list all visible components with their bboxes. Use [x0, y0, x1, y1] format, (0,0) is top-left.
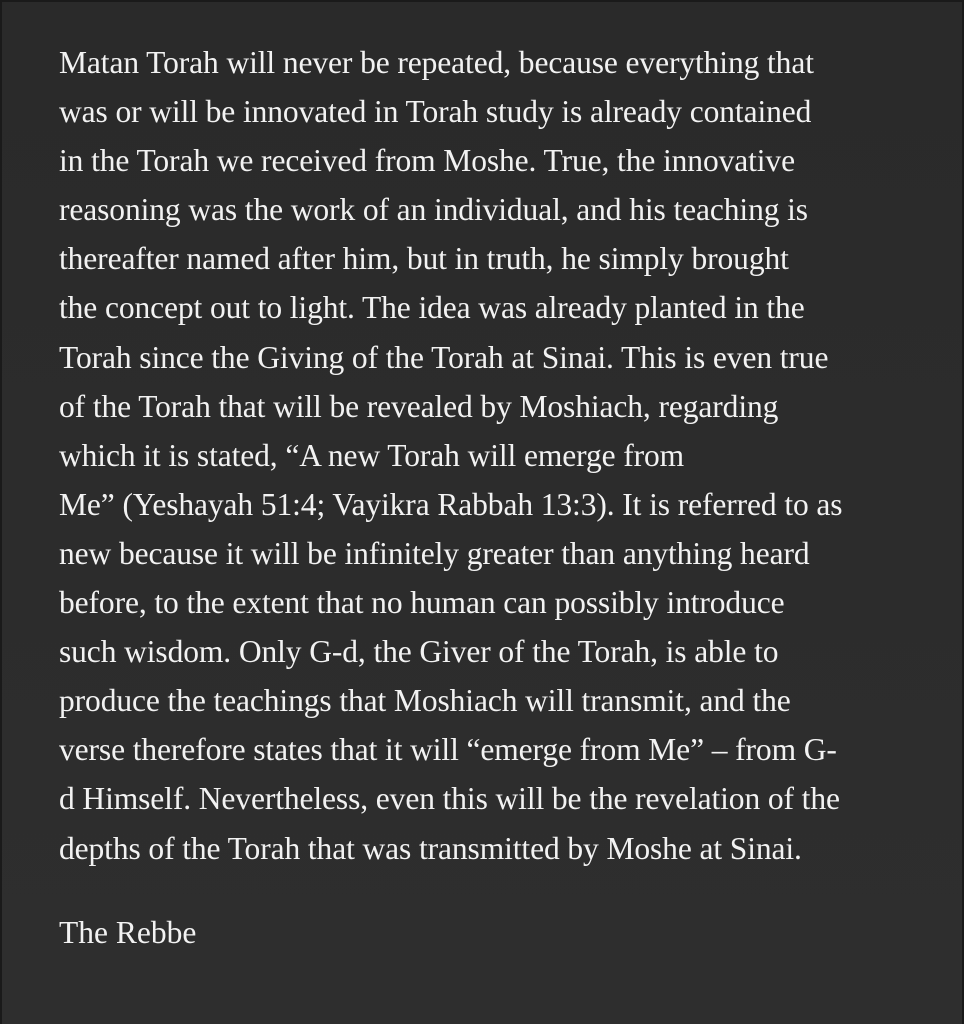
quote-text: Matan Torah will never be repeated, because everything that was or will be innovated in Torah study is already contained in the Torah we received from Moshe. True, the innovative reasoning was the work of an individual, and his teaching is thereafter named after him, but in truth, he simply brought the concept out to light. The idea was already planted in the Torah since the Giving of the Torah at Sinai. This is even true of the Torah that will be revealed by Moshiach, regarding which it is stated, “A new Torah will emerge from Me” (Yeshayah 51:4; Vayikra Rabbah 13:3). It is referred to as new because it will be infinitely greater than anything heard before, to the extent that no human can possibly introduce such wisdom. Only G-d, the Giver of the Torah, is able to produce the teachings that Moshiach will transmit, and the verse therefore states that it will “emerge from Me” – from G- d Himself. Nevertheless, even this will be the revelation of the depths of the Torah that was transmitted by Moshe at Sinai. [59, 45, 843, 866]
quote-attribution: The Rebbe [59, 915, 197, 950]
